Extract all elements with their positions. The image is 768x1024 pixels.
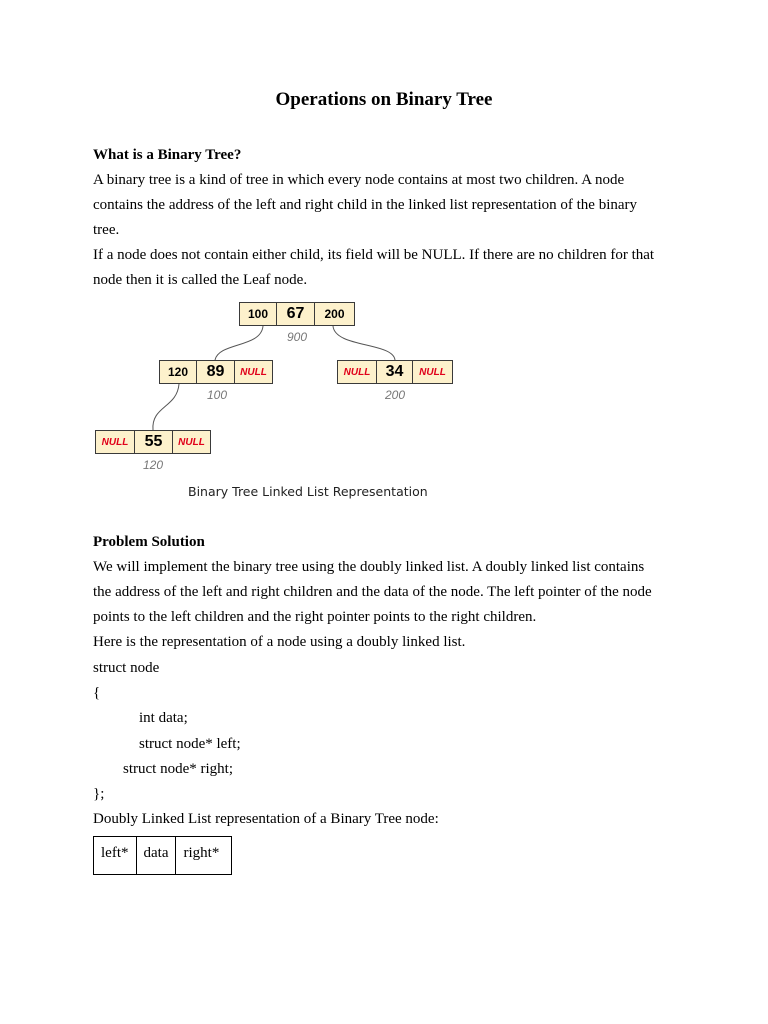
figure-caption: Binary Tree Linked List Representation bbox=[188, 484, 428, 499]
left-pointer-cell: NULL bbox=[101, 436, 129, 448]
table-cell-right: right* bbox=[176, 837, 232, 875]
paragraph-line: A binary tree is a kind of tree in which every node contains at most two children. A node bbox=[93, 172, 625, 188]
node-structure-table bbox=[93, 836, 232, 875]
paragraph-line: contains the address of the left and right child in the linked list representation of the binary bbox=[93, 197, 638, 213]
tree-node-left-child bbox=[159, 360, 273, 384]
node-address: 200 bbox=[384, 388, 406, 402]
code-line: }; bbox=[93, 786, 105, 802]
table-intro: Doubly Linked List representation of a Binary Tree node: bbox=[93, 811, 439, 827]
paragraph-line: the address of the left and right children and the data of the node. The left pointer of the node bbox=[93, 584, 652, 600]
tree-node-root bbox=[239, 302, 355, 326]
code-line: struct node bbox=[93, 660, 160, 676]
connector-root-left bbox=[215, 326, 263, 360]
node-value-cell: 55 bbox=[134, 431, 172, 453]
left-pointer-cell: NULL bbox=[343, 366, 371, 378]
code-line: struct node* left; bbox=[139, 736, 241, 752]
section-heading-problem-solution: Problem Solution bbox=[93, 534, 205, 550]
table-row bbox=[94, 837, 232, 875]
node-value-cell: 34 bbox=[376, 361, 412, 383]
right-pointer-cell: NULL bbox=[172, 431, 210, 453]
paragraph-line: We will implement the binary tree using the doubly linked list. A doubly linked list contains bbox=[93, 559, 645, 575]
paragraph-line: points to the left children and the right pointer points to the right children. bbox=[93, 609, 537, 625]
table-cell-left: left* bbox=[94, 837, 137, 875]
connector-root-right bbox=[333, 326, 395, 360]
node-address: 120 bbox=[142, 458, 164, 472]
paragraph-line: tree. bbox=[93, 222, 120, 238]
node-address: 100 bbox=[206, 388, 228, 402]
code-line: { bbox=[93, 685, 101, 701]
node-address: 900 bbox=[286, 330, 308, 344]
node-value-cell: 89 bbox=[196, 361, 234, 383]
code-line: struct node* right; bbox=[123, 761, 233, 777]
connector-left-leaf bbox=[153, 384, 179, 430]
tree-node-right-child bbox=[337, 360, 453, 384]
node-value-cell: 67 bbox=[276, 303, 314, 325]
left-pointer-cell: 100 bbox=[247, 307, 269, 321]
right-pointer-cell: 200 bbox=[314, 303, 354, 325]
code-line: int data; bbox=[139, 710, 188, 726]
section-heading-binary-tree: What is a Binary Tree? bbox=[93, 147, 242, 163]
paragraph-line: Here is the representation of a node using a doubly linked list. bbox=[93, 634, 466, 650]
right-pointer-cell: NULL bbox=[412, 361, 452, 383]
right-pointer-cell: NULL bbox=[234, 361, 272, 383]
page-title: Operations on Binary Tree bbox=[275, 89, 493, 110]
table-cell-data: data bbox=[136, 837, 176, 875]
paragraph-line: If a node does not contain either child, its field will be NULL. If there are no children for that bbox=[93, 247, 655, 263]
binary-tree-figure bbox=[93, 296, 455, 506]
tree-node-leaf bbox=[95, 430, 211, 454]
paragraph-line: node then it is called the Leaf node. bbox=[93, 272, 308, 288]
left-pointer-cell: 120 bbox=[167, 365, 189, 379]
